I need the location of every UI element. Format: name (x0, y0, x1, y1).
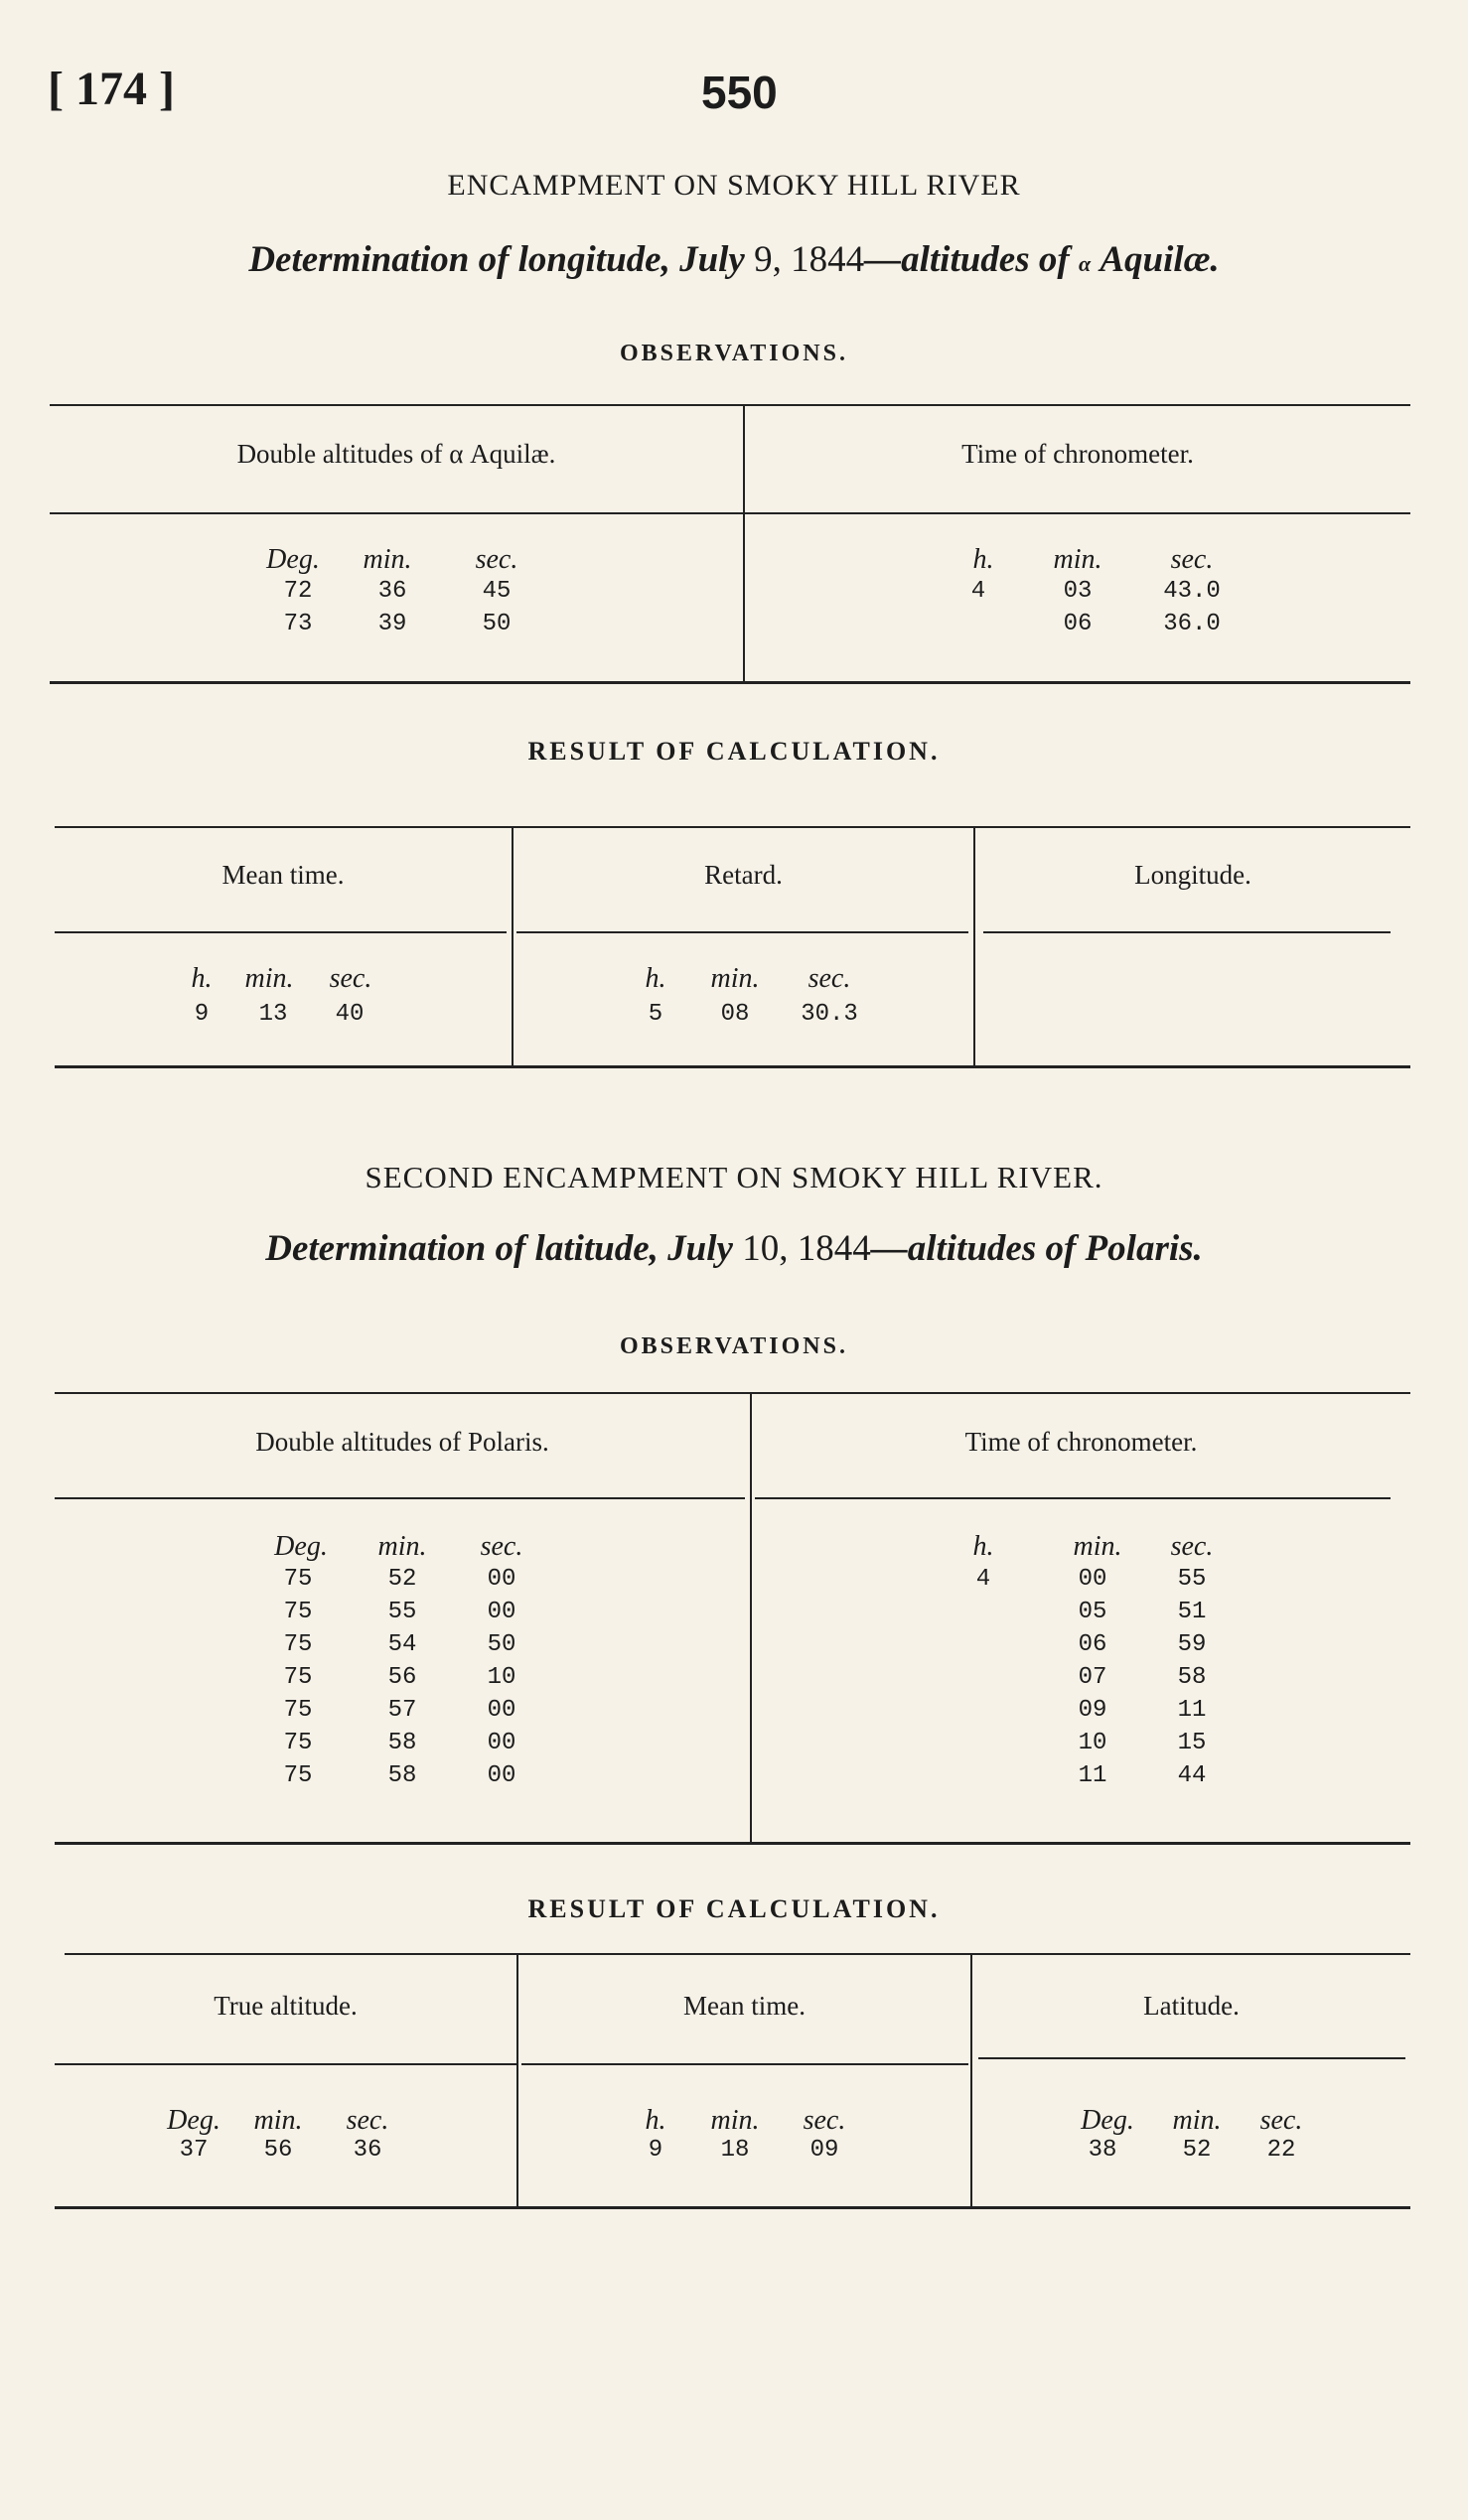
table-cell: 72 (283, 578, 313, 605)
table-cell: 08 (720, 1001, 750, 1028)
table-cell: 10 (487, 1664, 516, 1691)
table-cell: 4 (970, 578, 986, 605)
table-cell: 05 (1078, 1599, 1107, 1625)
table-cell: 55 (1177, 1566, 1207, 1593)
section1-result-label: RESULT OF CALCULATION. (527, 737, 941, 766)
column-header-mean-time: Mean time. (683, 1991, 806, 2021)
unit-label: min. (710, 2105, 760, 2136)
table-rule (50, 512, 1410, 514)
unit-label: h. (972, 544, 994, 575)
table-cell: 44 (1177, 1762, 1207, 1789)
table-cell: 11 (1078, 1762, 1107, 1789)
table-rule (55, 931, 507, 933)
table-cell: 30.3 (801, 1001, 858, 1028)
table-cell: 13 (258, 1001, 288, 1028)
table-cell: 36 (377, 578, 407, 605)
column-header-longitude: Longitude. (1134, 860, 1251, 890)
unit-label: sec. (480, 1531, 523, 1562)
table-cell: 00 (487, 1762, 516, 1789)
table-cell: 43.0 (1163, 578, 1221, 605)
table-cell: 06 (1078, 1631, 1107, 1658)
table-cell: 39 (377, 611, 407, 637)
column-header-altitudes: Double altitudes of Polaris. (255, 1427, 549, 1457)
table-cell: 52 (1182, 2137, 1212, 2164)
table-cell: 06 (1063, 611, 1093, 637)
subtitle-star: Aquilæ. (1091, 239, 1220, 280)
subtitle-part: —altitudes of (864, 239, 1079, 280)
bracketed-page-number: [ 174 ] (48, 63, 175, 115)
unit-label: h. (191, 963, 213, 994)
unit-label: min. (1172, 2105, 1222, 2136)
unit-label: sec. (803, 2105, 846, 2136)
unit-label: Deg. (274, 1531, 328, 1562)
table-cell: 57 (387, 1697, 417, 1724)
table-rule (55, 1842, 1410, 1845)
table-cell: 52 (387, 1566, 417, 1593)
table-cell: 58 (387, 1730, 417, 1756)
table-cell: 9 (648, 2137, 663, 2164)
table-cell: 45 (482, 578, 512, 605)
unit-label: min. (1053, 544, 1102, 575)
unit-label: sec. (1170, 544, 1214, 575)
subtitle-date: 9, 1844 (744, 239, 865, 280)
unit-label: min. (253, 2105, 303, 2136)
table-cell: 51 (1177, 1599, 1207, 1625)
table-cell: 54 (387, 1631, 417, 1658)
unit-label: sec. (475, 544, 518, 575)
section1-subtitle (0, 238, 1468, 281)
subtitle-part: —altitudes of Polaris. (870, 1228, 1203, 1269)
table-cell: 59 (1177, 1631, 1207, 1658)
page-number: 550 (701, 67, 778, 118)
table-rule (55, 2206, 1410, 2209)
unit-label: min. (710, 963, 760, 994)
table-rule (521, 2063, 968, 2065)
table-cell: 5 (648, 1001, 663, 1028)
table-cell: 10 (1078, 1730, 1107, 1756)
column-header-true-altitude: True altitude. (214, 1991, 358, 2021)
unit-label: min. (1073, 1531, 1122, 1562)
table-cell: 75 (283, 1730, 313, 1756)
table-rule (516, 931, 968, 933)
table-cell: 09 (809, 2137, 839, 2164)
table-cell: 58 (1177, 1664, 1207, 1691)
table-cell: 75 (283, 1664, 313, 1691)
table-cell: 56 (263, 2137, 293, 2164)
table-cell: 58 (387, 1762, 417, 1789)
unit-label: sec. (346, 2105, 389, 2136)
table-cell: 56 (387, 1664, 417, 1691)
section1-title: ENCAMPMENT ON SMOKY HILL RIVER (447, 169, 1021, 202)
section2-observations-label: OBSERVATIONS. (619, 1333, 848, 1359)
section1-observations-label: OBSERVATIONS. (619, 341, 848, 366)
column-header-latitude: Latitude. (1143, 1991, 1240, 2021)
table-cell: 03 (1063, 578, 1093, 605)
table-cell: 38 (1088, 2137, 1117, 2164)
column-header-altitudes: Double altitudes of α Aquilæ. (236, 439, 556, 469)
table-cell: 75 (283, 1566, 313, 1593)
table-rule (50, 404, 1410, 406)
unit-label: sec. (1259, 2105, 1303, 2136)
unit-label: h. (645, 2105, 666, 2136)
table-rule (55, 1065, 1410, 1068)
table-divider (750, 1392, 752, 1844)
subtitle-part: Determination of longitude, July (248, 239, 745, 280)
column-header-chronometer: Time of chronometer. (964, 1427, 1198, 1457)
table-rule (55, 1497, 745, 1499)
section2-subtitle (0, 1227, 1468, 1270)
table-cell: 15 (1177, 1730, 1207, 1756)
table-cell: 75 (283, 1762, 313, 1789)
subtitle-greek: α (1078, 251, 1092, 276)
table-cell: 36 (353, 2137, 382, 2164)
table-cell: 9 (194, 1001, 210, 1028)
unit-label: sec. (1170, 1531, 1214, 1562)
table-rule (55, 2063, 516, 2065)
unit-label: min. (244, 963, 294, 994)
table-rule (50, 681, 1410, 684)
unit-label: Deg. (1081, 2105, 1134, 2136)
unit-label: Deg. (167, 2105, 220, 2136)
section2-title: SECOND ENCAMPMENT ON SMOKY HILL RIVER. (365, 1160, 1103, 1194)
unit-label: min. (377, 1531, 427, 1562)
table-cell: 00 (487, 1599, 516, 1625)
table-cell: 00 (1078, 1566, 1107, 1593)
table-cell: 40 (335, 1001, 365, 1028)
table-cell: 00 (487, 1730, 516, 1756)
table-rule (978, 2057, 1405, 2059)
table-rule (65, 1953, 1410, 1955)
table-cell: 73 (283, 611, 313, 637)
table-cell: 55 (387, 1599, 417, 1625)
table-rule (755, 1497, 1391, 1499)
table-rule (55, 1392, 1410, 1394)
table-cell: 09 (1078, 1697, 1107, 1724)
subtitle-part: Determination of latitude, July (265, 1228, 733, 1269)
table-cell: 75 (283, 1697, 313, 1724)
table-cell: 50 (487, 1631, 516, 1658)
section2-result-label: RESULT OF CALCULATION. (527, 1894, 941, 1923)
column-header-chronometer: Time of chronometer. (961, 439, 1194, 469)
subtitle-date: 10, 1844 (732, 1228, 871, 1269)
unit-label: h. (645, 963, 666, 994)
table-cell: 18 (720, 2137, 750, 2164)
table-cell: 50 (482, 611, 512, 637)
table-cell: 22 (1266, 2137, 1296, 2164)
table-cell: 4 (975, 1566, 991, 1593)
table-cell: 75 (283, 1631, 313, 1658)
table-cell: 11 (1177, 1697, 1207, 1724)
unit-label: min. (363, 544, 412, 575)
table-cell: 07 (1078, 1664, 1107, 1691)
table-cell: 75 (283, 1599, 313, 1625)
unit-label: h. (972, 1531, 994, 1562)
column-header-retard: Retard. (704, 860, 783, 890)
unit-label: Deg. (266, 544, 320, 575)
table-cell: 00 (487, 1566, 516, 1593)
table-rule (983, 931, 1391, 933)
table-cell: 00 (487, 1697, 516, 1724)
table-cell: 37 (179, 2137, 209, 2164)
table-cell: 36.0 (1163, 611, 1221, 637)
table-rule (55, 826, 1410, 828)
unit-label: sec. (329, 963, 372, 994)
column-header-mean-time: Mean time. (221, 860, 345, 890)
unit-label: sec. (807, 963, 851, 994)
